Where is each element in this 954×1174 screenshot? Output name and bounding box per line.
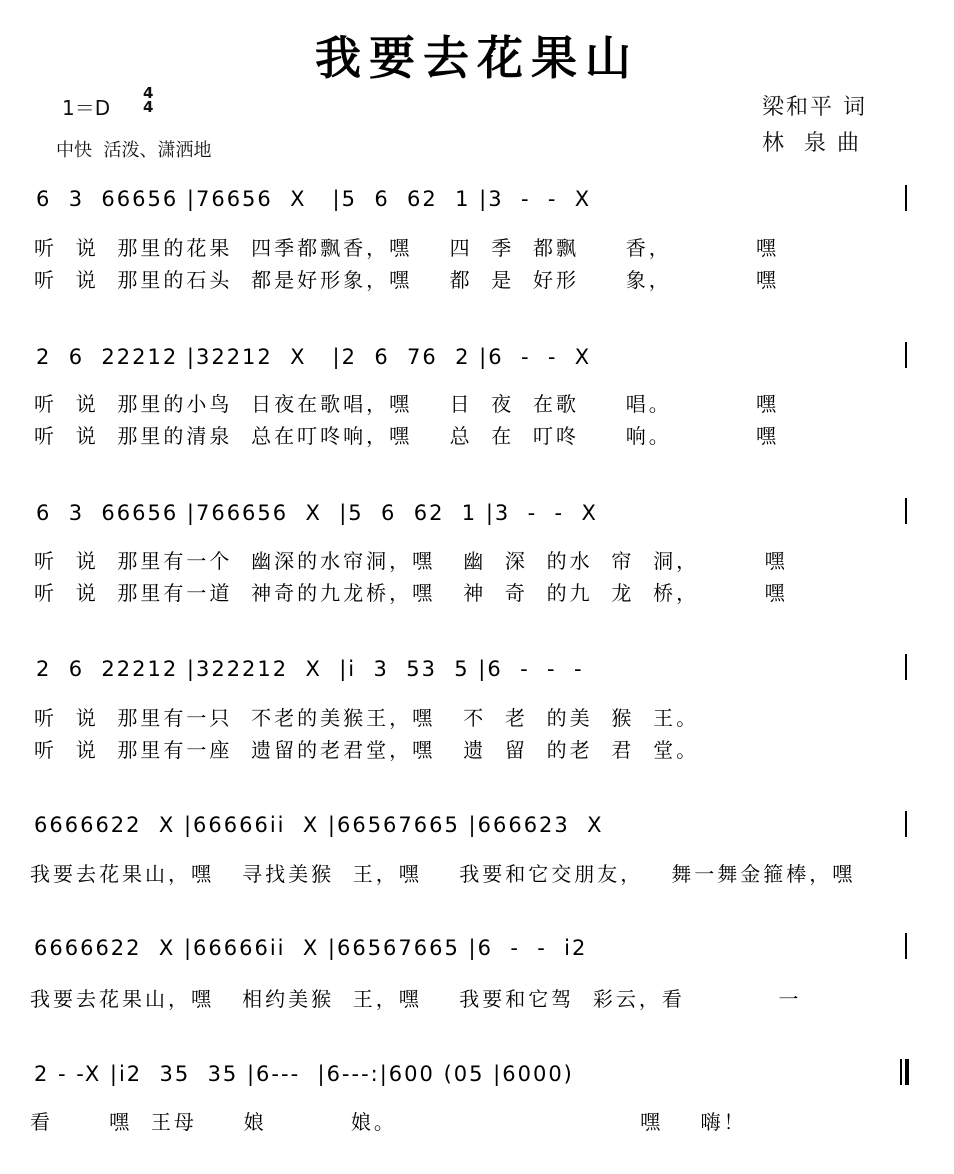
lyric-line: 我要去花果山，嘿 相约美猴 王，嘿 我要和它驾 彩云，看 一 [30, 987, 802, 1011]
tempo-marking: 中快 活泼、潇洒地 [56, 140, 212, 161]
lyric-line: 听 说 那里的石头 都是好形象，嘿 都 是 好形 象， 嘿 [34, 268, 780, 292]
notation-line: 2 6 22212 |32212 X |2 6 76 2 |6 - - X [36, 345, 592, 369]
notation-line: 2 6 22212 |322212 X |i 3 53 5 |6 - - - [36, 657, 584, 681]
barline [905, 342, 907, 368]
barline [905, 933, 907, 959]
barline [905, 811, 907, 837]
composer-credit: 林 泉 曲 [762, 131, 861, 156]
lyric-line: 听 说 那里有一个 幽深的水帘洞，嘿 幽 深 的水 帘 洞， 嘿 [34, 549, 788, 573]
notation-line: 6 3 66656 |766656 X |5 6 62 1 |3 - - X [36, 501, 598, 525]
notation-line: 6666622 X |66666ii X |66567665 |6 - - i2 [34, 936, 588, 960]
notation-line: 2 - -X |i2 35 35 |6--- |6---:|600 (05 |6000) [34, 1062, 574, 1086]
key-signature: 1＝D [62, 96, 111, 120]
song-title: 我要去花果山 [315, 31, 639, 85]
final-barline-thick [905, 1059, 909, 1085]
notation-line: 6666622 X |66666ii X |66567665 |666623 X [34, 813, 604, 837]
lyric-line: 我要去花果山，嘿 寻找美猴 王，嘿 我要和它交朋友， 舞一舞金箍棒，嘿 [30, 862, 856, 886]
notation-line: 6 3 66656 |76656 X |5 6 62 1 |3 - - X [36, 187, 592, 211]
lyric-line: 听 说 那里的清泉 总在叮咚响，嘿 总 在 叮咚 响。 嘿 [34, 424, 780, 448]
barline [905, 654, 907, 680]
final-barline-thin [900, 1059, 902, 1085]
lyric-line: 听 说 那里的小鸟 日夜在歌唱，嘿 日 夜 在歌 唱。 嘿 [34, 392, 780, 416]
lyric-line: 听 说 那里有一座 遗留的老君堂，嘿 遗 留 的老 君 堂。 [34, 738, 700, 762]
time-signature: 4 4 [143, 84, 154, 116]
lyric-line: 看 嘿 王母 娘 娘。 嘿 嗨！ [30, 1110, 747, 1134]
barline [905, 185, 907, 211]
lyric-line: 听 说 那里有一道 神奇的九龙桥，嘿 神 奇 的九 龙 桥， 嘿 [34, 581, 788, 605]
lyric-line: 听 说 那里有一只 不老的美猴王，嘿 不 老 的美 猴 王。 [34, 706, 700, 730]
barline [905, 498, 907, 524]
lyricist-credit: 梁和平 词 [762, 95, 867, 120]
lyric-line: 听 说 那里的花果 四季都飘香，嘿 四 季 都飘 香， 嘿 [34, 236, 780, 260]
